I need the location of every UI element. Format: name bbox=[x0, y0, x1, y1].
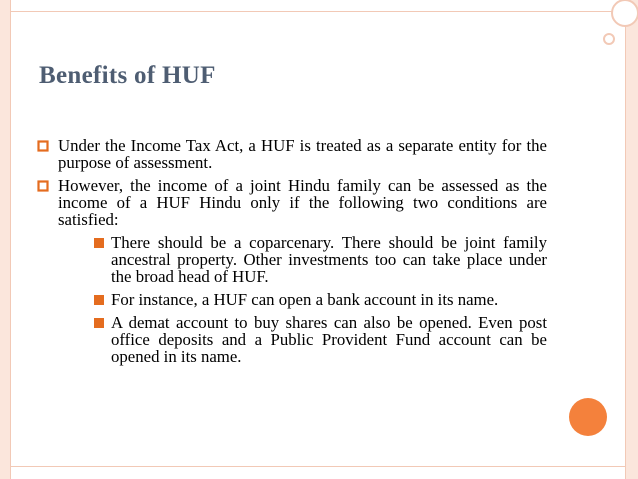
hollow-square-bullet-icon bbox=[37, 180, 50, 193]
right-border-stripe bbox=[625, 0, 638, 479]
bullet-text: However, the income of a joint Hindu family can be assessed as the income of a HUF Hindu only if the following two conditions are satisfied: bbox=[58, 176, 547, 229]
sub-bullet-item bbox=[90, 291, 547, 308]
filled-square-bullet-icon bbox=[93, 317, 105, 329]
top-right-circle-decoration bbox=[611, 0, 638, 27]
sub-bullet-text: For instance, a HUF can open a bank account in its name. bbox=[111, 290, 499, 309]
slide-content bbox=[37, 137, 547, 371]
slide-title: Benefits of HUF bbox=[39, 62, 216, 89]
sub-bullet-item bbox=[90, 314, 547, 365]
sub-bullet-text: There should be a coparcenary. There should be joint family ancestral property. Other investments too can take place under the broad head of HUF. bbox=[111, 233, 547, 286]
sub-bullet-text: A demat account to buy shares can also be opened. Even post office deposits and a Public Provident Fund account can be opened in its name. bbox=[111, 313, 547, 366]
bullet-item bbox=[37, 137, 547, 171]
small-circle-decoration bbox=[603, 33, 615, 45]
orange-circle-decoration bbox=[569, 398, 607, 436]
bullet-item bbox=[37, 177, 547, 365]
hollow-square-bullet-icon bbox=[37, 140, 50, 153]
filled-square-bullet-icon bbox=[93, 294, 105, 306]
filled-square-bullet-icon bbox=[93, 237, 105, 249]
sub-bullet-item bbox=[90, 234, 547, 285]
sub-bullet-list bbox=[58, 234, 547, 365]
bullet-text: Under the Income Tax Act, a HUF is treated as a separate entity for the purpose of assessment. bbox=[58, 136, 547, 172]
